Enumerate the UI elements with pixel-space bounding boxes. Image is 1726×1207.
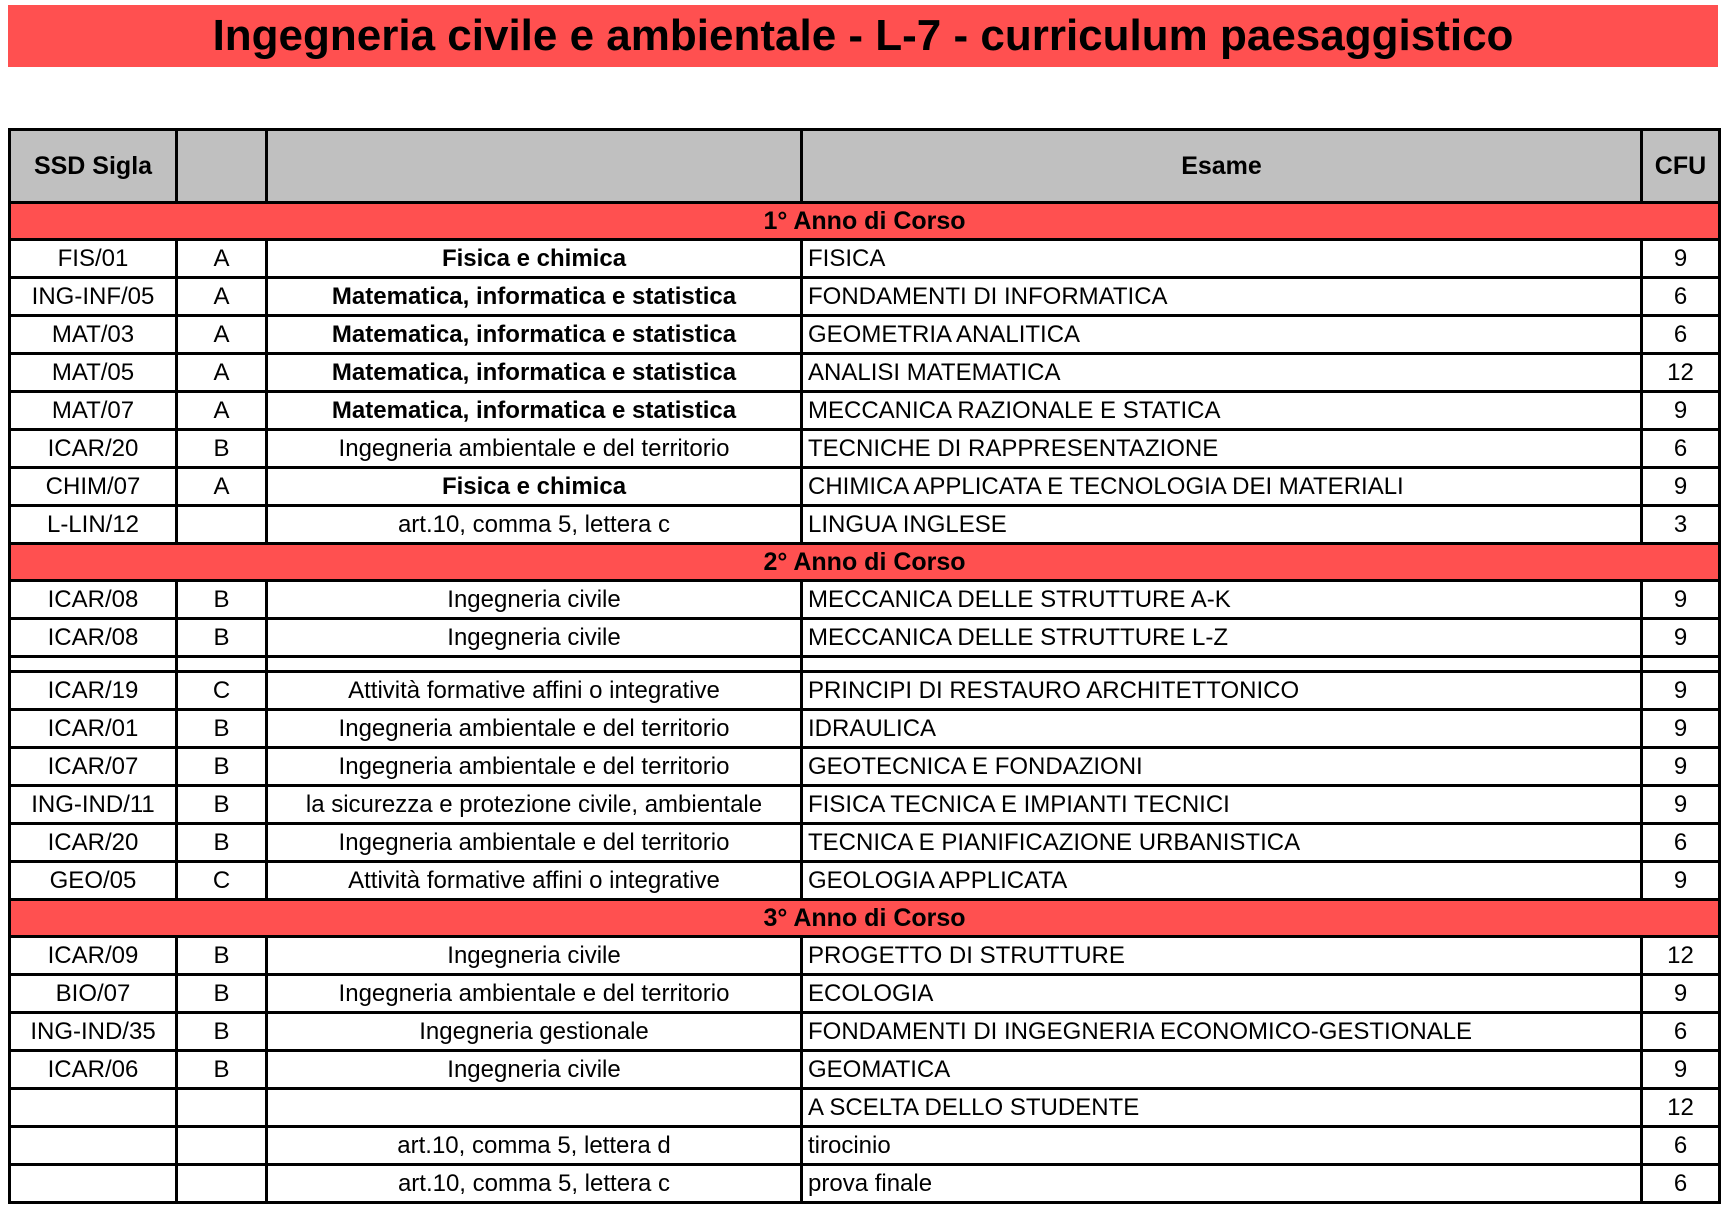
course-row (10, 1165, 1720, 1203)
activity-type: C (177, 672, 267, 710)
area-label: Ingegneria ambientale e del territorio (267, 748, 802, 786)
course-row (10, 786, 1720, 824)
cfu-value: 6 (1642, 430, 1720, 468)
exam-name: TECNICHE DI RAPPRESENTAZIONE (802, 430, 1642, 468)
exam-name: PROGETTO DI STRUTTURE (802, 937, 1642, 975)
ssd-code (10, 657, 177, 672)
activity-type: B (177, 430, 267, 468)
cfu-value: 9 (1642, 619, 1720, 657)
ssd-code: ICAR/20 (10, 430, 177, 468)
course-row (10, 748, 1720, 786)
course-row (10, 710, 1720, 748)
cfu-value: 6 (1642, 1127, 1720, 1165)
ssd-code: FIS/01 (10, 240, 177, 278)
course-row (10, 1127, 1720, 1165)
activity-type (177, 1127, 267, 1165)
ssd-code: ICAR/09 (10, 937, 177, 975)
exam-name: LINGUA INGLESE (802, 506, 1642, 544)
course-row (10, 619, 1720, 657)
activity-type: B (177, 710, 267, 748)
exam-name: MECCANICA RAZIONALE E STATICA (802, 392, 1642, 430)
cfu-value: 3 (1642, 506, 1720, 544)
ssd-code: MAT/05 (10, 354, 177, 392)
ssd-code: CHIM/07 (10, 468, 177, 506)
exam-name: PRINCIPI DI RESTAURO ARCHITETTONICO (802, 672, 1642, 710)
year-section-row (10, 544, 1720, 581)
table-header-row (10, 130, 1720, 203)
cfu-value: 9 (1642, 672, 1720, 710)
area-label: Matematica, informatica e statistica (267, 354, 802, 392)
cfu-value: 9 (1642, 786, 1720, 824)
area-label: Ingegneria ambientale e del territorio (267, 824, 802, 862)
activity-type: B (177, 619, 267, 657)
exam-name: FONDAMENTI DI INFORMATICA (802, 278, 1642, 316)
cfu-value: 12 (1642, 937, 1720, 975)
cfu-value: 6 (1642, 316, 1720, 354)
exam-name: TECNICA E PIANIFICAZIONE URBANISTICA (802, 824, 1642, 862)
activity-type: B (177, 1013, 267, 1051)
exam-name: ECOLOGIA (802, 975, 1642, 1013)
year-section-label: 1° Anno di Corso (10, 203, 1720, 240)
exam-name: GEOMATICA (802, 1051, 1642, 1089)
area-label: Ingegneria civile (267, 1051, 802, 1089)
ssd-code: GEO/05 (10, 862, 177, 900)
cfu-value: 9 (1642, 710, 1720, 748)
spacer-row (10, 657, 1720, 672)
ssd-code (10, 1165, 177, 1203)
exam-name: GEOLOGIA APPLICATA (802, 862, 1642, 900)
course-row (10, 430, 1720, 468)
area-label: Matematica, informatica e statistica (267, 278, 802, 316)
exam-name: FISICA (802, 240, 1642, 278)
ssd-code: ING-IND/35 (10, 1013, 177, 1051)
activity-type: B (177, 937, 267, 975)
area-label: la sicurezza e protezione civile, ambientale (267, 786, 802, 824)
area-label: Attività formative affini o integrative (267, 672, 802, 710)
area-label: Ingegneria civile (267, 937, 802, 975)
exam-name: FONDAMENTI DI INGEGNERIA ECONOMICO-GESTIONALE (802, 1013, 1642, 1051)
course-row (10, 468, 1720, 506)
area-label: Matematica, informatica e statistica (267, 392, 802, 430)
cfu-value: 6 (1642, 1013, 1720, 1051)
course-row (10, 862, 1720, 900)
course-row (10, 240, 1720, 278)
ssd-code: ICAR/08 (10, 581, 177, 619)
ssd-code: ICAR/19 (10, 672, 177, 710)
cfu-value: 6 (1642, 278, 1720, 316)
course-row (10, 672, 1720, 710)
activity-type: B (177, 975, 267, 1013)
area-label (267, 657, 802, 672)
ssd-code: ING-IND/11 (10, 786, 177, 824)
header-empty-type (177, 130, 267, 203)
course-row (10, 278, 1720, 316)
exam-name: MECCANICA DELLE STRUTTURE L-Z (802, 619, 1642, 657)
ssd-code: ICAR/07 (10, 748, 177, 786)
area-label: Ingegneria gestionale (267, 1013, 802, 1051)
exam-name: MECCANICA DELLE STRUTTURE A-K (802, 581, 1642, 619)
area-label: Ingegneria ambientale e del territorio (267, 975, 802, 1013)
exam-name: tirocinio (802, 1127, 1642, 1165)
exam-name: IDRAULICA (802, 710, 1642, 748)
cfu-value: 9 (1642, 975, 1720, 1013)
cfu-value: 6 (1642, 1165, 1720, 1203)
ssd-code (10, 1089, 177, 1127)
area-label: Ingegneria civile (267, 619, 802, 657)
course-row (10, 316, 1720, 354)
exam-name: CHIMICA APPLICATA E TECNOLOGIA DEI MATERIALI (802, 468, 1642, 506)
activity-type: B (177, 748, 267, 786)
exam-name: prova finale (802, 1165, 1642, 1203)
cfu-value: 9 (1642, 392, 1720, 430)
cfu-value: 6 (1642, 824, 1720, 862)
area-label (267, 1089, 802, 1127)
area-label: art.10, comma 5, lettera c (267, 1165, 802, 1203)
exam-name: A SCELTA DELLO STUDENTE (802, 1089, 1642, 1127)
cfu-value: 9 (1642, 240, 1720, 278)
activity-type (177, 1165, 267, 1203)
activity-type: A (177, 278, 267, 316)
activity-type (177, 657, 267, 672)
area-label: Ingegneria ambientale e del territorio (267, 430, 802, 468)
area-label: Fisica e chimica (267, 468, 802, 506)
ssd-code: ICAR/08 (10, 619, 177, 657)
activity-type: C (177, 862, 267, 900)
cfu-value: 9 (1642, 748, 1720, 786)
course-row (10, 975, 1720, 1013)
cfu-value: 9 (1642, 468, 1720, 506)
course-row (10, 506, 1720, 544)
ssd-code: MAT/03 (10, 316, 177, 354)
activity-type: A (177, 316, 267, 354)
area-label: art.10, comma 5, lettera c (267, 506, 802, 544)
cfu-value: 12 (1642, 354, 1720, 392)
ssd-code: ING-INF/05 (10, 278, 177, 316)
course-row (10, 354, 1720, 392)
cfu-value: 9 (1642, 1051, 1720, 1089)
area-label: Fisica e chimica (267, 240, 802, 278)
exam-name (802, 657, 1642, 672)
course-row (10, 581, 1720, 619)
activity-type: B (177, 581, 267, 619)
cfu-value (1642, 657, 1720, 672)
activity-type: A (177, 392, 267, 430)
year-section-label: 3° Anno di Corso (10, 900, 1720, 937)
exam-name: GEOTECNICA E FONDAZIONI (802, 748, 1642, 786)
curriculum-table (8, 128, 1721, 1204)
activity-type (177, 506, 267, 544)
year-section-row (10, 203, 1720, 240)
area-label: Attività formative affini o integrative (267, 862, 802, 900)
activity-type: A (177, 354, 267, 392)
course-row (10, 824, 1720, 862)
cfu-value: 9 (1642, 581, 1720, 619)
year-section-row (10, 900, 1720, 937)
cfu-value: 12 (1642, 1089, 1720, 1127)
activity-type: A (177, 468, 267, 506)
course-row (10, 1013, 1720, 1051)
activity-type (177, 1089, 267, 1127)
course-row (10, 1089, 1720, 1127)
page-title: Ingegneria civile e ambientale - L-7 - curriculum paesaggistico (8, 5, 1718, 67)
activity-type: B (177, 1051, 267, 1089)
exam-name: GEOMETRIA ANALITICA (802, 316, 1642, 354)
ssd-code: L-LIN/12 (10, 506, 177, 544)
area-label: art.10, comma 5, lettera d (267, 1127, 802, 1165)
activity-type: B (177, 824, 267, 862)
ssd-code (10, 1127, 177, 1165)
exam-name: ANALISI MATEMATICA (802, 354, 1642, 392)
ssd-code: ICAR/06 (10, 1051, 177, 1089)
header-ssd-sigla: SSD Sigla (10, 130, 177, 203)
year-section-label: 2° Anno di Corso (10, 544, 1720, 581)
course-row (10, 392, 1720, 430)
ssd-code: MAT/07 (10, 392, 177, 430)
ssd-code: ICAR/01 (10, 710, 177, 748)
ssd-code: BIO/07 (10, 975, 177, 1013)
activity-type: A (177, 240, 267, 278)
ssd-code: ICAR/20 (10, 824, 177, 862)
activity-type: B (177, 786, 267, 824)
exam-name: FISICA TECNICA E IMPIANTI TECNICI (802, 786, 1642, 824)
cfu-value: 9 (1642, 862, 1720, 900)
header-empty-area (267, 130, 802, 203)
course-row (10, 937, 1720, 975)
header-cfu: CFU (1642, 130, 1720, 203)
course-row (10, 1051, 1720, 1089)
header-esame: Esame (802, 130, 1642, 203)
area-label: Ingegneria ambientale e del territorio (267, 710, 802, 748)
area-label: Ingegneria civile (267, 581, 802, 619)
area-label: Matematica, informatica e statistica (267, 316, 802, 354)
